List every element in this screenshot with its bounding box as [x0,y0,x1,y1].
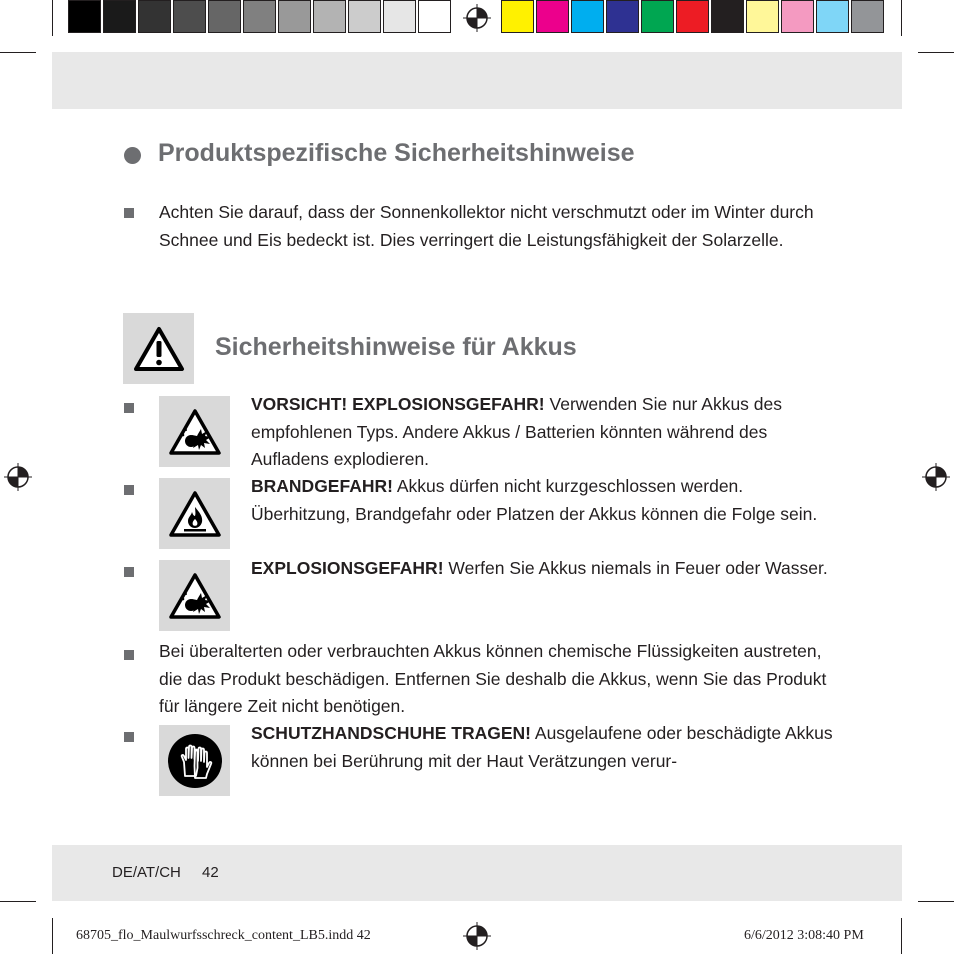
warning-triangle-icon [133,326,185,372]
slug-file-info: 68705_flo_Maulwurfsschreck_content_LB5.indd 42 [76,928,371,943]
crop-mark [918,901,954,902]
section-heading-battery-safety: Sicherheitshinweise für Akkus [215,333,577,361]
color-swatch [781,0,814,33]
hazard-icon-box [159,396,230,467]
color-swatch [851,0,884,33]
registration-mark-icon [463,4,491,32]
color-swatch [278,0,311,33]
warning-box [123,313,194,384]
heading-bullet [124,147,141,164]
color-swatch [313,0,346,33]
list-item [251,555,841,583]
list-item: Achten Sie darauf, dass der Sonnenkollektor nicht verschmutzt oder im Winter durch Schnee und Eis bedeckt ist. Dies verringert die Leistungsfähigkeit der Solarzelle. [159,202,814,250]
color-swatch [418,0,451,33]
crop-mark [901,918,902,954]
color-swatch [173,0,206,33]
protective-gloves-icon [166,732,224,790]
crop-mark [901,0,902,36]
hazard-icon-box [159,560,230,631]
color-swatch [676,0,709,33]
crop-mark [0,901,36,902]
hazard-icon-box [159,478,230,549]
list-item: Bei überalterten oder verbrauchten Akkus können chemische Flüssigkeiten austreten, die das Produkt beschädigen. Entfernen Sie deshalb die Akkus, wenn Sie das Produkt für längere Zeit nicht benötigen. [159,641,827,716]
hazard-text: Ausgelaufene oder beschädigte Akkus können bei Berührung mit der Haut Verätzungen verur- [251,723,833,771]
explosion-hazard-icon [168,572,222,620]
hazard-text: Werfen Sie Akkus niemals in Feuer oder Wasser. [443,558,828,578]
list-item [251,391,841,474]
registration-mark-icon [922,463,950,491]
registration-mark-icon [463,922,491,950]
crop-mark [0,52,36,53]
list-bullet [124,403,134,413]
hazard-text: Verwenden Sie nur Akkus des empfohlenen Typs. Andere Akkus / Batterien könnten während des Aufladens explodieren. [251,394,783,469]
color-swatch [571,0,604,33]
slug-datetime: 6/6/2012 3:08:40 PM [744,928,864,943]
list-bullet [124,485,134,495]
list-bullet [124,567,134,577]
color-swatch [501,0,534,33]
color-swatch [243,0,276,33]
color-swatch [641,0,674,33]
list-bullet [124,732,134,742]
crop-mark [52,918,53,954]
grayscale-color-bar [68,0,451,36]
footer-locale: DE/AT/CH [112,864,181,881]
color-swatch [536,0,569,33]
explosion-hazard-icon [168,408,222,456]
registration-mark-icon [4,463,32,491]
crop-mark [52,0,53,36]
color-swatch [68,0,101,33]
color-swatch [816,0,849,33]
list-item [251,720,841,775]
fire-hazard-icon [168,490,222,538]
list-item [251,473,841,528]
color-swatch [208,0,241,33]
section-heading-product-safety: Produktspezifische Sicherheitshinweise [158,139,635,167]
color-swatch [606,0,639,33]
color-swatch [348,0,381,33]
process-color-bar [501,0,884,36]
hazard-label: SCHUTZHANDSCHUHE TRAGEN! [251,723,531,743]
header-band [52,52,902,109]
hazard-label: BRANDGEFAHR! [251,476,393,496]
color-swatch [711,0,744,33]
hazard-label: EXPLOSIONSGEFAHR! [251,558,444,578]
crop-mark [918,52,954,53]
hazard-label: VORSICHT! EXPLOSIONSGEFAHR! [251,394,545,414]
hazard-icon-box [159,725,230,796]
list-bullet [124,208,134,218]
color-swatch [138,0,171,33]
color-swatch [383,0,416,33]
hazard-text: Akkus dürfen nicht kurzgeschlossen werden. Überhitzung, Brandgefahr oder Platzen der Akkus können die Folge sein. [251,476,818,524]
color-swatch [746,0,779,33]
page-number: 42 [202,864,219,881]
list-bullet [124,650,134,660]
color-swatch [103,0,136,33]
